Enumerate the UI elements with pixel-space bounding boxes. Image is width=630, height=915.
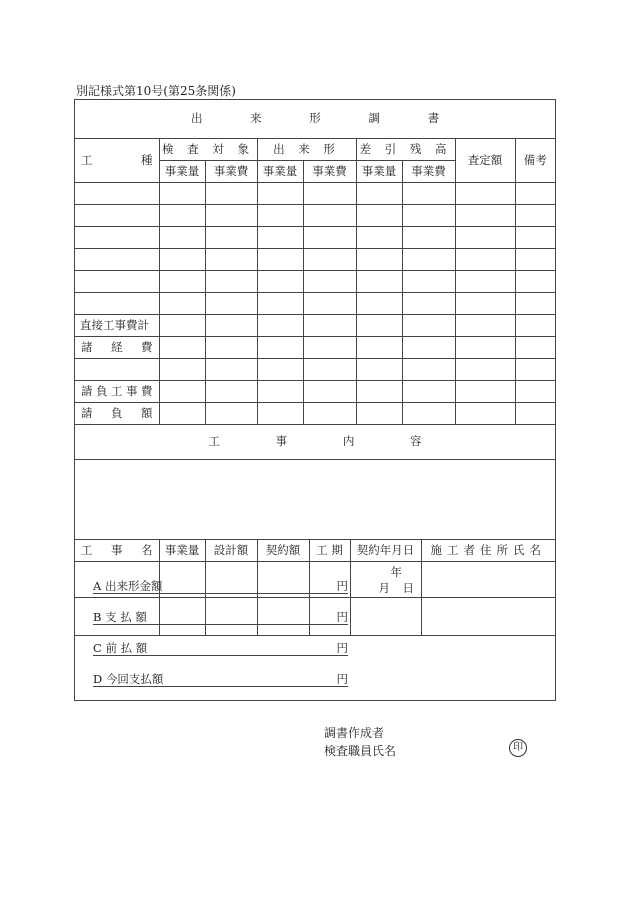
table-row <box>75 204 555 226</box>
header-koushu: 工 種 <box>75 138 159 182</box>
signature-author: 調書作成者 <box>324 726 385 740</box>
row-label-ukeoi-hi: 請負工事費 <box>75 380 159 402</box>
form-caption: 別記様式第10号(第25条関係) <box>76 84 236 98</box>
header-keiyaku-date: 契約年月日 <box>350 540 421 562</box>
table-row <box>75 226 555 248</box>
yen-unit: 円 <box>336 641 348 655</box>
table-row <box>75 292 555 314</box>
subheader-jigyohi: 事業費 <box>205 160 257 182</box>
row-label-shokeihi: 諸 経 費 <box>75 336 159 358</box>
amount-label-b: B 支 払 額 <box>93 610 147 624</box>
header-kouki: 工 期 <box>309 540 350 562</box>
amount-line-b <box>93 610 348 625</box>
date-month-label: 月 <box>378 581 390 595</box>
subheader-jigyohi: 事業費 <box>402 160 455 182</box>
form-frame <box>74 99 556 701</box>
header-sashibiki: 差 引 残 高 <box>356 138 455 160</box>
table-row <box>75 248 555 270</box>
table-row <box>75 402 555 424</box>
table-row <box>75 314 555 336</box>
header-jigyoryo: 事業量 <box>159 540 205 562</box>
yen-unit: 円 <box>336 610 348 624</box>
row-label-ukeoi-gaku: 請 負 額 <box>75 402 159 424</box>
yen-unit: 円 <box>336 672 348 686</box>
subheader-jigyoryo: 事業量 <box>257 160 303 182</box>
yen-unit: 円 <box>336 579 348 593</box>
keiyaku-date-cell <box>350 562 421 598</box>
date-year-label: 年 <box>390 565 402 579</box>
amount-line-d <box>93 672 348 687</box>
header-dekigata: 出 来 形 <box>257 138 356 160</box>
amount-label-c: C 前 払 額 <box>93 641 148 655</box>
seal-icon: 印 <box>509 739 527 757</box>
header-keiyaku: 契約額 <box>257 540 309 562</box>
header-koji-mei: 工 事 名 <box>75 540 159 562</box>
subheader-jigyoryo: 事業量 <box>159 160 205 182</box>
subheader-jigyohi: 事業費 <box>303 160 356 182</box>
table-row <box>75 336 555 358</box>
form-title: 出 来 形 調 書 <box>75 100 555 138</box>
header-sekosha: 施工者住所氏名 <box>421 540 555 562</box>
table-row <box>75 358 555 380</box>
amount-line-a <box>93 579 348 594</box>
date-day-label: 日 <box>402 581 414 595</box>
header-biko: 備考 <box>515 138 555 182</box>
header-sekkei: 設計額 <box>205 540 257 562</box>
dekigata-table <box>75 100 555 460</box>
table-row <box>75 182 555 204</box>
section-title-koji-naiyo: 工 事 内 容 <box>75 424 555 459</box>
table-row <box>75 270 555 292</box>
subheader-jigyoryo: 事業量 <box>356 160 402 182</box>
signature-inspector: 検査職員氏名 <box>324 744 397 758</box>
amount-line-c <box>93 641 348 656</box>
row-label-chokusetsu: 直接工事費計 <box>75 314 159 336</box>
amount-label-d: D 今回支払額 <box>93 672 164 686</box>
amount-label-a: A 出来形金額 <box>93 579 163 593</box>
table-row <box>75 380 555 402</box>
header-kensa: 検 査 対 象 <box>159 138 257 160</box>
header-satei: 査定額 <box>455 138 515 182</box>
